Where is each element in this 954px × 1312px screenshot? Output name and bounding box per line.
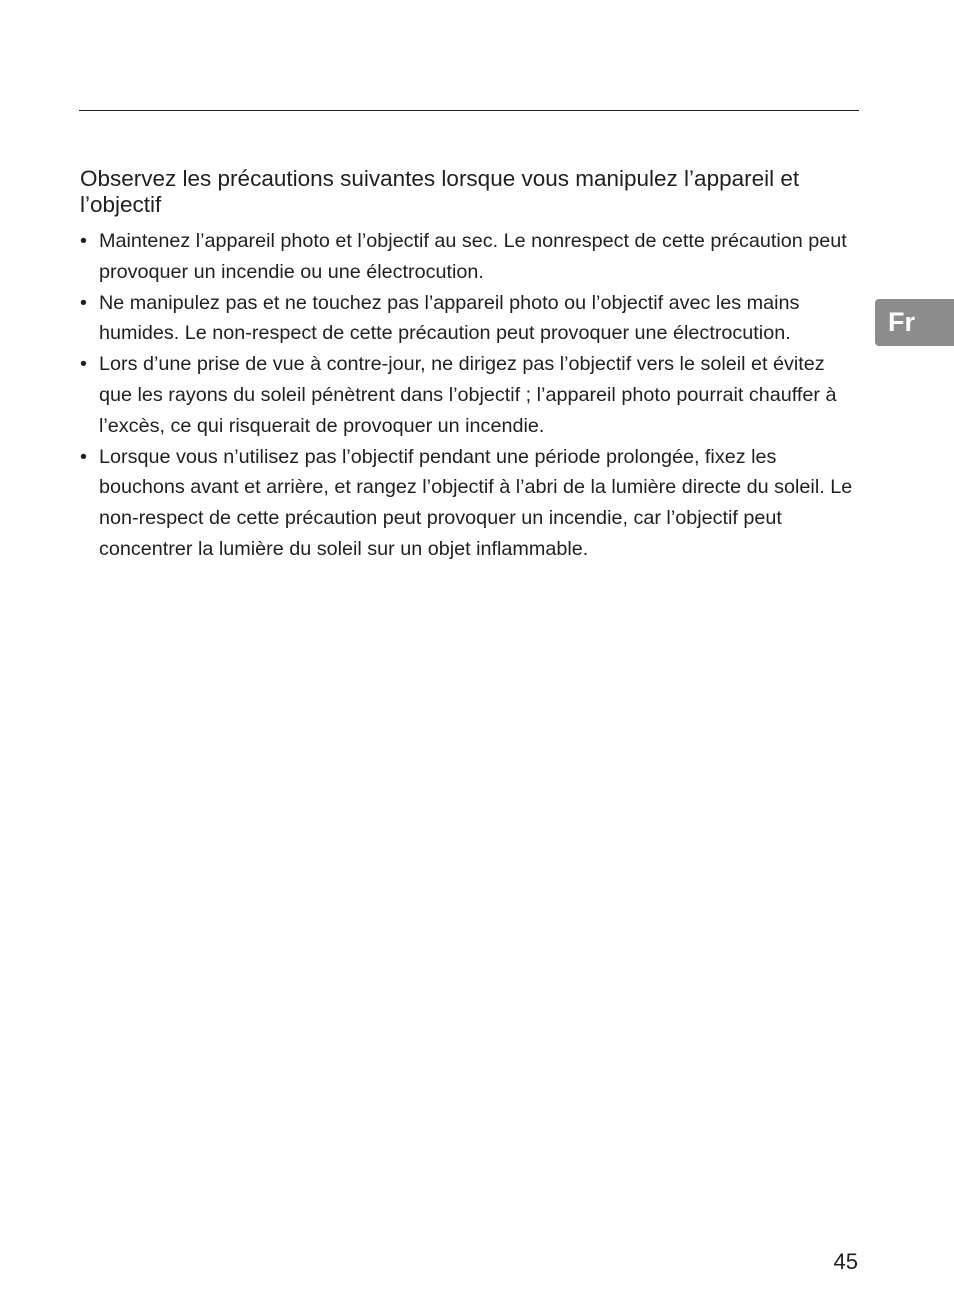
header-rule (79, 110, 859, 111)
page-number: 45 (833, 1249, 858, 1274)
language-tab-label: Fr (888, 307, 915, 337)
list-item-text: Maintenez l’appareil photo et l’objectif au sec. Le nonrespect de cette précaution peut provoquer un incendie ou une électrocution. (99, 230, 847, 283)
section-title: Observez les précautions suivantes lorsque vous manipulez l’appareil et l’objectif (80, 166, 800, 217)
list-item (80, 226, 855, 288)
bullet-icon: • (80, 230, 87, 252)
list-item (80, 349, 855, 441)
precaution-list (80, 226, 855, 565)
list-item (80, 288, 855, 350)
bullet-icon: • (80, 291, 87, 314)
bullet-icon: • (80, 353, 87, 376)
language-tab (875, 299, 954, 346)
list-item-text: Lorsque vous n’utilisez pas l’objectif pendant une période prolongée, fixez les bouchons avant et arrière, et rangez l’objectif à l’abri de la lumière directe du soleil. Le non-respect de cette précaution peut provoquer un incendie, car l’objectif peut concentrer la lumière du soleil sur un objet inflammable. (99, 445, 853, 560)
list-item-text: Ne manipulez pas et ne touchez pas l’appareil photo ou l’objectif avec les mains humides. Le non-respect de cette précaution peut provoquer une électrocution. (99, 291, 800, 345)
list-item-text: Lors d’une prise de vue à contre-jour, ne dirigez pas l’objectif vers le soleil et évitez que les rayons du soleil pénètrent dans l’objectif ; l’appareil photo pourrait chauffer à l’excès, ce qui risquerait de provoquer un incendie. (99, 353, 837, 437)
list-item (80, 442, 855, 565)
bullet-icon: • (80, 445, 87, 468)
